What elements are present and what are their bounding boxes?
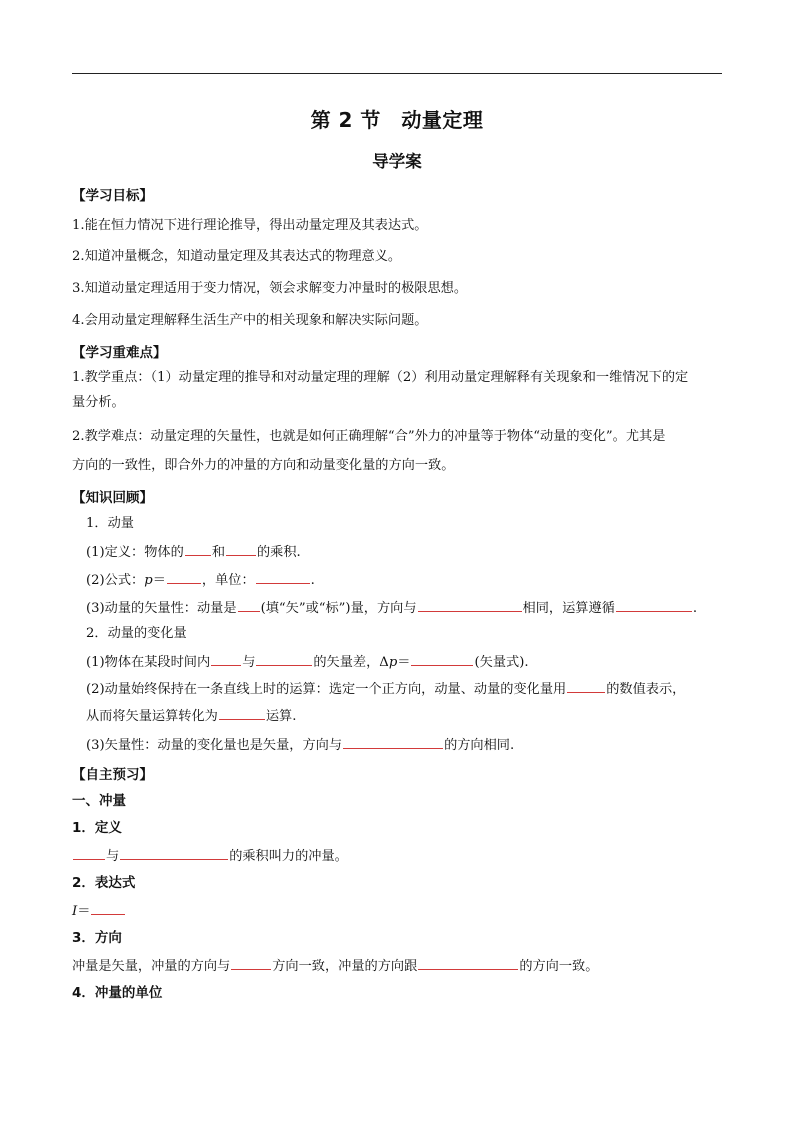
subheading-definition: 1．定义 <box>72 820 122 836</box>
section-heading-keypoints: 【学习重难点】 <box>72 345 167 361</box>
fill-blank[interactable] <box>226 541 256 556</box>
header-rule <box>72 73 722 74</box>
review-formula-line: (2)公式：p＝ ，单位： . <box>86 569 738 591</box>
impulse-definition-line: 与 的乘积叫力的冲量。 <box>72 845 724 867</box>
goal-item: 2.知道冲量概念，知道动量定理及其表达式的物理意义。 <box>72 249 402 264</box>
fill-blank[interactable] <box>120 845 228 860</box>
fill-blank[interactable] <box>231 955 271 970</box>
goal-item: 3.知道动量定理适用于变力情况，领会求解变力冲量时的极限思想。 <box>72 281 468 296</box>
subheading-expression: 2．表达式 <box>72 875 136 891</box>
review-vector-line: (3)动量的矢量性：动量是 (填“矢”或“标”)量，方向与 相同，运算遵循 . <box>86 597 738 619</box>
review-vector-change-line: (3)矢量性：动量的变化量也是矢量，方向与 的方向相同. <box>86 734 738 756</box>
page-title: 第 2 节 动量定理 <box>310 108 484 132</box>
difficulty-line: 2.教学难点：动量定理的矢量性，也就是如何正确理解“合”外力的冲量等于物体“动量的变化”。尤其是 <box>72 429 666 444</box>
review-topic-momentum-change: 2．动量的变化量 <box>86 626 187 641</box>
fill-blank[interactable] <box>418 955 518 970</box>
page-subtitle: 导学案 <box>372 152 422 171</box>
review-topic-momentum: 1．动量 <box>86 516 134 531</box>
fill-blank[interactable] <box>256 651 312 666</box>
fill-blank[interactable] <box>256 569 310 584</box>
impulse-direction-line: 冲量是矢量，冲量的方向与 方向一致，冲量的方向跟 的方向一致。 <box>72 955 724 977</box>
fill-blank[interactable] <box>211 651 241 666</box>
fill-blank[interactable] <box>238 597 260 612</box>
fill-blank[interactable] <box>567 678 605 693</box>
review-change-line: (1)物体在某段时间内 与 的矢量差，Δp＝ (矢量式). <box>86 651 738 673</box>
section-heading-goals: 【学习目标】 <box>72 188 153 204</box>
section-heading-preview: 【自主预习】 <box>72 767 153 783</box>
fill-blank[interactable] <box>343 734 443 749</box>
keypoint-line: 量分析。 <box>72 395 125 410</box>
fill-blank[interactable] <box>411 651 473 666</box>
fill-blank[interactable] <box>418 597 522 612</box>
review-definition-line: (1)定义：物体的 和 的乘积. <box>86 541 738 563</box>
fill-blank[interactable] <box>185 541 211 556</box>
fill-blank[interactable] <box>167 569 201 584</box>
fill-blank[interactable] <box>91 900 125 915</box>
goal-item: 1.能在恒力情况下进行理论推导，得出动量定理及其表达式。 <box>72 218 428 233</box>
goal-item: 4.会用动量定理解释生活生产中的相关现象和解决实际问题。 <box>72 313 428 328</box>
keypoint-line: 1.教学重点：（1）动量定理的推导和对动量定理的理解（2）利用动量定理解释有关现象和一维情况下的定 <box>72 370 689 385</box>
difficulty-line: 方向的一致性，即合外力的冲量的方向和动量变化量的方向一致。 <box>72 458 455 473</box>
part-heading-impulse: 一、冲量 <box>72 793 126 809</box>
subheading-direction: 3．方向 <box>72 930 122 946</box>
fill-blank[interactable] <box>219 705 265 720</box>
fill-blank[interactable] <box>616 597 692 612</box>
fill-blank[interactable] <box>73 845 105 860</box>
impulse-expression-line: I＝ <box>72 900 724 922</box>
subheading-unit: 4．冲量的单位 <box>72 985 163 1001</box>
review-linear-line: (2)动量始终保持在一条直线上时的运算：选定一个正方向，动量、动量的变化量用 的数值表示， <box>86 678 738 700</box>
review-linear-line-cont: 从而将矢量运算转化为 运算. <box>86 705 738 727</box>
section-heading-review: 【知识回顾】 <box>72 490 153 506</box>
